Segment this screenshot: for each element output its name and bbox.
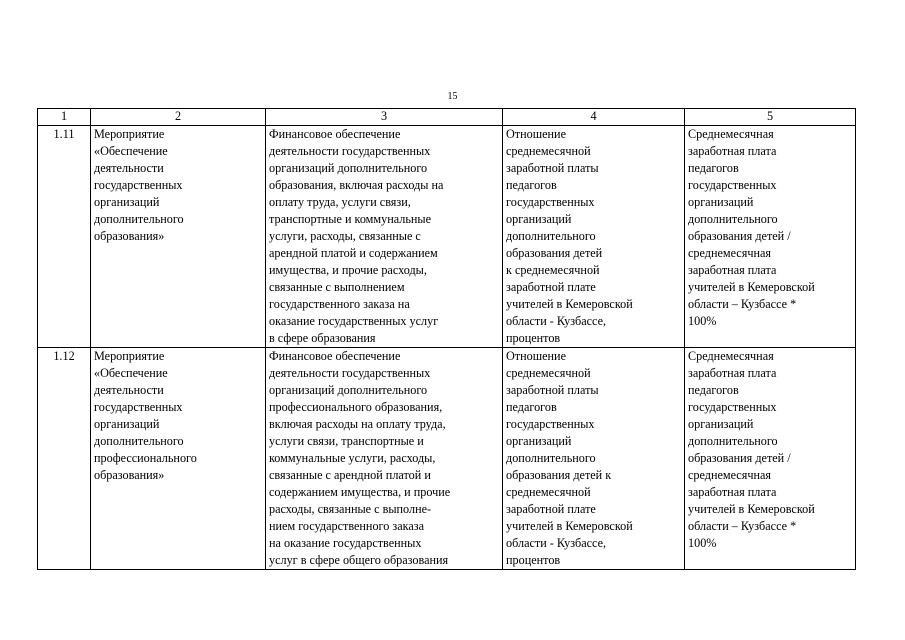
cell-text-line: организаций — [94, 195, 160, 209]
cell-text-line: педагогов — [688, 383, 739, 397]
cell-text-line: заработная плата — [688, 144, 777, 158]
cell-text-line: образования детей к — [506, 468, 612, 482]
cell-text-line: государственных — [688, 400, 777, 414]
cell-text-line: заработная плата — [688, 485, 777, 499]
table-row — [38, 348, 856, 570]
cell-text-line: государственных — [94, 178, 183, 192]
column-number-row — [38, 109, 856, 126]
cell-text-line: педагогов — [506, 178, 557, 192]
indicator-cell — [503, 348, 685, 570]
cell-text-line: профессионального образования, — [269, 400, 443, 414]
cell-text-line: профессионального — [94, 451, 197, 465]
column-number-4: 4 — [503, 109, 685, 126]
cell-text-line: процентов — [506, 331, 561, 345]
cell-text-line: «Обеспечение — [94, 366, 168, 380]
indicator-cell — [503, 126, 685, 348]
cell-text-line: дополнительного — [506, 229, 596, 243]
cell-text-line: деятельности государственных — [269, 366, 431, 380]
cell-text-line: включая расходы на оплату труда, — [269, 417, 446, 431]
column-number-5: 5 — [685, 109, 856, 126]
cell-text-line: области – Кузбассе * — [688, 519, 797, 533]
financing-cell — [266, 126, 503, 348]
cell-text-line: учителей в Кемеровской — [688, 502, 815, 516]
cell-text-line: среднемесячной — [506, 366, 591, 380]
cell-text-line: учителей в Кемеровской — [506, 519, 633, 533]
cell-text-line: арендной платой и содержанием — [269, 246, 438, 260]
cell-text-line: Финансовое обеспечение — [269, 127, 401, 141]
cell-text-line: услуги, расходы, связанные с — [269, 229, 421, 243]
cell-text-line: деятельности — [94, 383, 164, 397]
cell-text-line: государственных — [688, 178, 777, 192]
cell-text-line: образования, включая расходы на — [269, 178, 444, 192]
cell-text-line: заработной плате — [506, 280, 596, 294]
column-number-1: 1 — [38, 109, 91, 126]
cell-text-line: заработная плата — [688, 263, 777, 277]
cell-text-line: области - Кузбассе, — [506, 314, 607, 328]
cell-text-line: Мероприятие — [94, 127, 165, 141]
cell-text-line: связанные с выполнением — [269, 280, 405, 294]
cell-text-line: Среднемесячная — [688, 349, 774, 363]
cell-text-line: педагогов — [506, 400, 557, 414]
measure-cell — [91, 126, 266, 348]
cell-text-line: образования детей / — [688, 451, 791, 465]
cell-text-line: заработная плата — [688, 366, 777, 380]
cell-text-line: деятельности — [94, 161, 164, 175]
cell-text-line: организаций — [94, 417, 160, 431]
cell-text-line: организаций — [506, 212, 572, 226]
program-table — [37, 108, 856, 570]
cell-text-line: организаций — [688, 417, 754, 431]
measure-cell — [91, 348, 266, 570]
cell-text-line: педагогов — [688, 161, 739, 175]
cell-text-line: услуг в сфере общего образования — [269, 553, 449, 567]
cell-text-line: на оказание государственных — [269, 536, 422, 550]
cell-text-line: государственных — [94, 400, 183, 414]
cell-text-line: содержанием имущества, и прочие — [269, 485, 451, 499]
cell-text-line: заработной платы — [506, 161, 599, 175]
cell-text-line: Мероприятие — [94, 349, 165, 363]
cell-text-line: образования детей / — [688, 229, 791, 243]
financing-cell — [266, 348, 503, 570]
cell-text-line: расходы, связанные с выполне- — [269, 502, 432, 516]
cell-text-line: дополнительного — [94, 434, 184, 448]
cell-text-line: к среднемесячной — [506, 263, 600, 277]
cell-text-line: Отношение — [506, 349, 566, 363]
cell-text-line: государственного заказа на — [269, 297, 410, 311]
cell-text-line: учителей в Кемеровской — [688, 280, 815, 294]
table-row — [38, 126, 856, 348]
page-number: 15 — [447, 91, 458, 102]
cell-text-line: Отношение — [506, 127, 566, 141]
cell-text-line: 100% — [688, 536, 717, 550]
cell-text-line: процентов — [506, 553, 561, 567]
column-number-3: 3 — [266, 109, 503, 126]
cell-text-line: «Обеспечение — [94, 144, 168, 158]
cell-text-line: оплату труда, услуги связи, — [269, 195, 411, 209]
column-number-2: 2 — [91, 109, 266, 126]
cell-text-line: области – Кузбассе * — [688, 297, 797, 311]
row-number: 1.12 — [38, 348, 91, 570]
cell-text-line: образования» — [94, 468, 165, 482]
cell-text-line: учителей в Кемеровской — [506, 297, 633, 311]
cell-text-line: оказание государственных услуг — [269, 314, 439, 328]
cell-text-line: заработной плате — [506, 502, 596, 516]
cell-text-line: имущества, и прочие расходы, — [269, 263, 427, 277]
cell-text-line: организаций дополнительного — [269, 161, 428, 175]
cell-text-line: Финансовое обеспечение — [269, 349, 401, 363]
cell-text-line: деятельности государственных — [269, 144, 431, 158]
cell-text-line: Среднемесячная — [688, 127, 774, 141]
cell-text-line: среднемесячная — [688, 246, 771, 260]
cell-text-line: организаций — [688, 195, 754, 209]
cell-text-line: государственных — [506, 195, 595, 209]
cell-text-line: коммунальные услуги, расходы, — [269, 451, 436, 465]
cell-text-line: дополнительного — [94, 212, 184, 226]
formula-cell — [685, 126, 856, 348]
cell-text-line: организаций — [506, 434, 572, 448]
cell-text-line: транспортные и коммунальные — [269, 212, 432, 226]
cell-text-line: среднемесячной — [506, 485, 591, 499]
cell-text-line: связанные с арендной платой и — [269, 468, 431, 482]
cell-text-line: среднемесячной — [506, 144, 591, 158]
cell-text-line: образования детей — [506, 246, 603, 260]
cell-text-line: области - Кузбассе, — [506, 536, 607, 550]
cell-text-line: образования» — [94, 229, 165, 243]
cell-text-line: дополнительного — [688, 434, 778, 448]
cell-text-line: дополнительного — [688, 212, 778, 226]
cell-text-line: дополнительного — [506, 451, 596, 465]
cell-text-line: среднемесячная — [688, 468, 771, 482]
cell-text-line: услуги связи, транспортные и — [269, 434, 424, 448]
row-number: 1.11 — [38, 126, 91, 348]
cell-text-line: государственных — [506, 417, 595, 431]
cell-text-line: организаций дополнительного — [269, 383, 428, 397]
formula-cell — [685, 348, 856, 570]
cell-text-line: 100% — [688, 314, 717, 328]
cell-text-line: нием государственного заказа — [269, 519, 424, 533]
cell-text-line: в сфере образования — [269, 331, 376, 345]
cell-text-line: заработной платы — [506, 383, 599, 397]
